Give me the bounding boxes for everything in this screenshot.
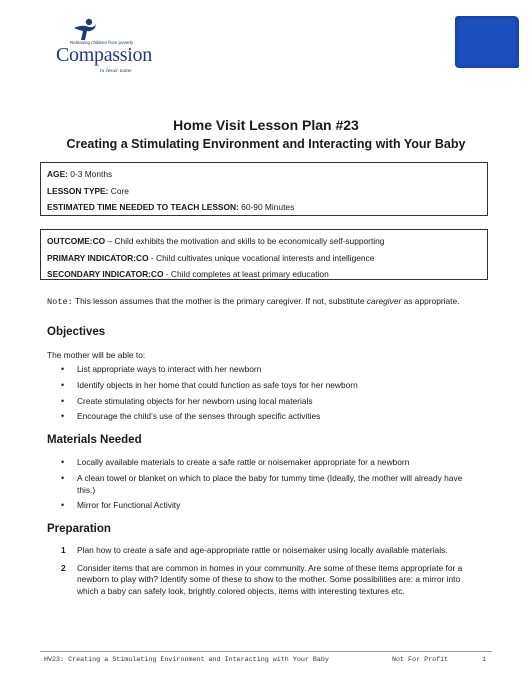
page-footer (40, 651, 492, 664)
preparation-heading: Preparation (47, 523, 111, 535)
note-label: Note: (47, 297, 73, 307)
objectives-heading: Objectives (47, 326, 106, 338)
list-item: • List appropriate ways to interact with her newborn (47, 364, 467, 376)
logo-name: Compassion (56, 44, 152, 66)
page-subtitle: Creating a Stimulating Environment and Interacting with Your Baby (66, 137, 466, 151)
primary-indicator-row: PRIMARY INDICATOR:CO - Child cultivates unique vocational interests and intelligence (47, 252, 375, 263)
secondary-indicator-row: SECONDARY INDICATOR:CO - Child completes at least primary education (47, 269, 329, 279)
outcome-box (40, 229, 488, 280)
blue-brand-block (455, 16, 519, 68)
materials-list (47, 457, 467, 512)
compassion-logo (52, 18, 162, 74)
list-item: • Encourage the child’s use of the senses through specific activities (47, 411, 467, 423)
logo-tagline: Releasing children from poverty (70, 40, 134, 45)
list-item: • Identify objects in her home that could function as safe toys for her newborn (47, 380, 467, 392)
objectives-intro: The mother will be able to: (47, 350, 146, 360)
list-item: • A clean towel or blanket on which to place the baby for tummy time (Ideally, the mother will already have this.) (47, 473, 467, 497)
caregiver-note: Note: This lesson assumes that the mother is the primary caregiver. If not, substitute caregiver as appropriate. (47, 296, 460, 307)
objectives-list (47, 364, 467, 423)
lesson-info-box (40, 162, 488, 216)
list-item: • Create stimulating objects for her newborn using local materials (47, 396, 467, 408)
page-title: Home Visit Lesson Plan #23 (173, 117, 359, 133)
materials-heading: Materials Needed (47, 434, 142, 446)
footer-not-for-profit: Not For Profit (392, 656, 449, 664)
footer-page-number: 1 (482, 656, 487, 664)
info-row-time: ESTIMATED TIME NEEDED TO TEACH LESSON: 60-90 Minutes (47, 202, 295, 212)
info-row-lesson-type: LESSON TYPE: Core (47, 185, 129, 196)
list-item: • Locally available materials to create a safe rattle or noisemaker appropriate for a newborn (47, 457, 467, 469)
preparation-list (47, 545, 477, 597)
footer-title: HV23: Creating a Stimulating Environment and Interacting with Your Baby (44, 656, 329, 664)
logo-subtitle: in Jesus' name (100, 68, 132, 74)
list-item: 2 Consider items that are common in homes in your community. Are some of these items appropriate for a newborn to play with? Identify some of these to show to the mother. Some possibilities are: a mirror into which a baby can safely look, brightly colored objects, items with interesting textures etc. (61, 562, 463, 596)
outcome-row: OUTCOME:CO – Child exhibits the motivation and skills to be economically self-supporting (47, 236, 385, 246)
info-row-age: AGE: 0-3 Months (47, 169, 113, 179)
list-item: • Mirror for Functional Activity (47, 500, 467, 512)
list-item: 1 Plan how to create a safe and age-appropriate rattle or noisemaker using locally available materials. (61, 545, 448, 555)
